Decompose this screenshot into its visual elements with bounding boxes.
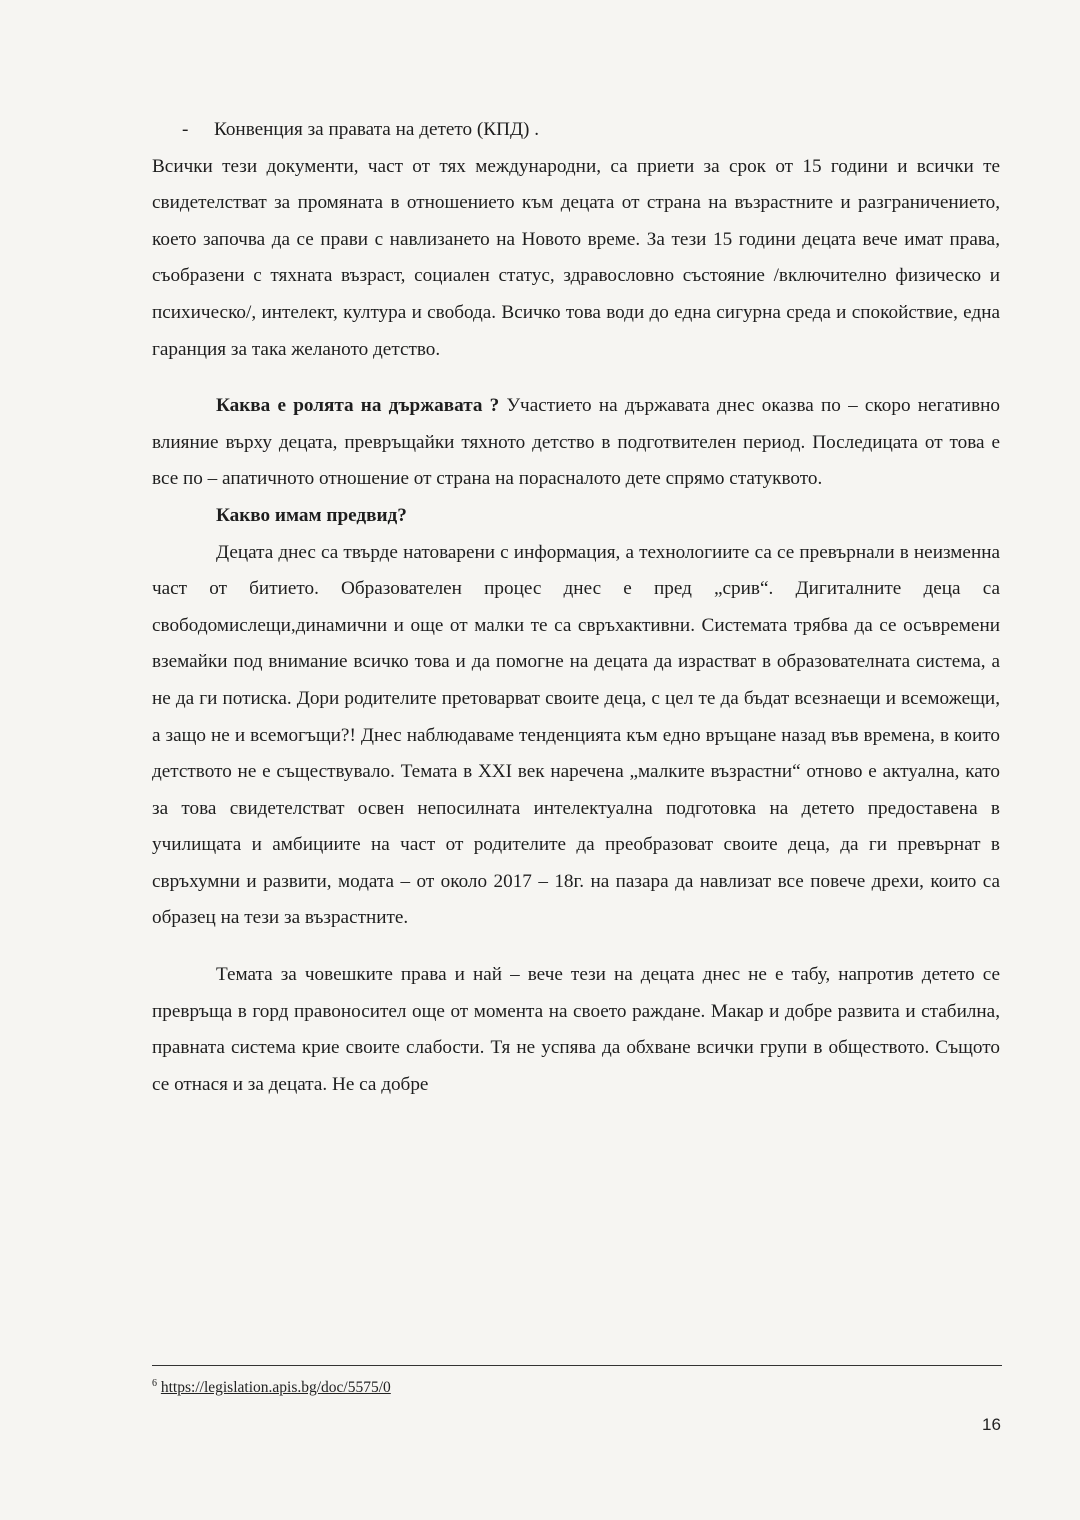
body-text	[152, 112, 1000, 1103]
page-number: 16	[982, 1415, 1001, 1434]
paragraph-2-text: Участието на държавата днес оказва по – скоро негативно влияние върху децата, превръщайки тяхното детство в подготвителен период. Последицата от това е все по – апатичното отношение от страна на порасналото дете спрямо статуквото.	[152, 395, 1000, 490]
bullet-dash: -	[182, 119, 189, 140]
paragraph-1: Всички тези документи, част от тях международни, са приети за срок от 15 години и всички те свидетелстват за промяната в отношението към децата от страна на възрастните и разграничението, което започва да се прави с навлизането на Новото време. За тези 15 години децата вече имат права, съобразени с тяхната възраст, социален статус, здравословно състояние /включително физическо и психическо/, интелект, култура и свобода. Всичко това води до една сигурна среда и спокойствие, една гаранция за така желаното детство.	[152, 155, 1000, 360]
section-heading-text: Какво имам предвид?	[216, 504, 407, 526]
footnote	[152, 1378, 391, 1397]
paragraph-3: Децата днес са твърде натоварени с информация, а технологиите са се превърнали в неизменна част от битието. Образователен процес днес е пред „срив“. Дигиталните деца са свободомислещи,динамични и още от малки те са свръхактивни. Системата трябва да се осъвремени вземайки под внимание всичко това и да помогне на децата да израстват в образователната система, а не да ги потиска. Дори родителите претоварват своите деца, с цел те да бъдат всезнаещи и всеможещи, а защо не и всемогъщи?! Днес наблюдаваме тенденцията към едно връщане назад във времена, в които детството не е съществувало. Темата в XXI век наречена „малките възрастни“ отново е актуална, като за това свидетелстват освен непосилната интелектуална подготовка на детето предоставена в училищата и амбициите на част от родителите да преобразоват своите деца, да ги превърнат в свръхумни и развити, модата – от около 2017 – 18г. на пазара да навлизат все повече дрехи, които са образец на тези за възрастните.	[152, 541, 1000, 929]
paragraph-2	[152, 388, 1000, 498]
section-heading	[152, 498, 1000, 535]
footnote-separator	[152, 1365, 1002, 1366]
bullet-text: Конвенция за правата на детето (КПД) .	[214, 119, 540, 140]
footnote-marker: 6	[152, 1378, 157, 1389]
bullet-item	[182, 112, 1000, 149]
paragraph-4: Темата за човешките права и най – вече тези на децата днес не е табу, напротив детето се превръща в горд правоносител още от момента на своето раждане. Макар и добре развита и стабилна, правната система крие своите слабости. Тя не успява да обхване всички групи в обществото. Същото се отнася и за децата. Не са добре	[152, 964, 1000, 1095]
footnote-link[interactable]: https://legislation.apis.bg/doc/5575/0	[160, 1379, 391, 1397]
paragraph-2-question: Каква е ролята на държавата ?	[216, 395, 500, 417]
